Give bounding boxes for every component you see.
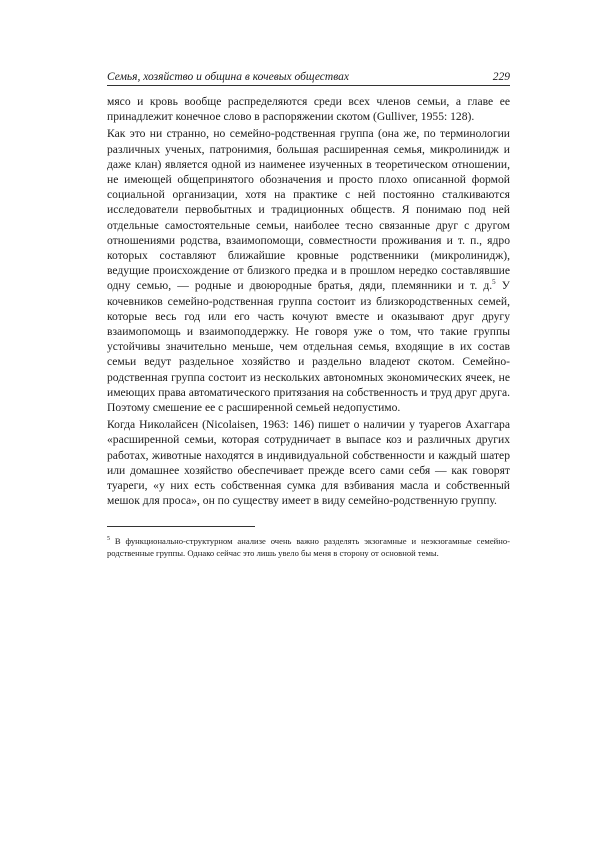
page-number: 229 [492, 71, 510, 83]
page [107, 70, 510, 559]
paragraph-1: мясо и кровь вообще распределяются среди всех членов семьи, а главе ее принадлежит конечное слово в распоряжении скотом (Gulliver, 1955: 128). [107, 95, 510, 124]
footnote [107, 535, 510, 559]
footnote-number: 5 [107, 536, 110, 543]
footnote-reference: 5 [492, 278, 496, 287]
paragraph-2-text-after: У кочевников семейно-родственная группа состоит из близкородственных семей, которые весь год или его часть кочуют вместе и оказывают друг другу взаимопомощь и взаимоподдержку. Не говоря уже о том, что такие группы устойчивы значительно меньше, чем отдельная семья, входящие в их состав семьи ведут раздельное хозяйство и раздельно владеют скотом. Семейно-родственная группа состоит из нескольких автономных экономических ячеек, не имеющих права автоматического притязания на собственность и труд друг друга. Поэтому смешение ее с расширенной семьей недопустимо. [107, 279, 510, 415]
running-header-title: Семья, хозяйство и община в кочевых обществах [107, 71, 349, 83]
paragraph-2-text-before: Как это ни странно, но семейно-родственная группа (она же, по терминологии различных ученых, патронимия, большая расширенная семья, микролинидж и даже клан) является одной из наименее изученных в теоретическом отношении, не имеющей общепринятого обозначения и просто плохо описанной формой социальной организации, хотя на практике с ней постоянно сталкиваются исследователи первобытных и традиционных обществ. Я понимаю под ней отдельные самостоятельные семьи, наиболее тесно связанные друг с другом отношениями родства, взаимопомощи, совместности проживания и т. п., ядро которых составляют ближайшие кровные родственники (микролинидж), ведущие происхождение от близкого предка и в прошлом нередко составлявшие одну семью, — родные и двоюродные братья, дяди, племянники и т. д. [107, 127, 510, 293]
footnote-text: В функционально-структурном анализе очень важно разделять экзогамные и неэкзогамные семейно-родственные группы. Однако сейчас это лишь увело бы меня в сторону от основной темы. [107, 536, 510, 559]
footnote-divider [107, 526, 255, 527]
paragraph-3: Когда Николайсен (Nicolaisen, 1963: 146) пишет о наличии у туарегов Ахаггара «расширенной семьи, которая сотрудничает в выпасе коз и различных других работах, животные находятся в индивидуальной собственности и каждый шатер или домашнее хозяйство обеспечивает прежде всего сами себя — как говорят туареги, «у них есть собственная сумка для взбивания масла и собственный мешок для проса», он по существу имеет в виду семейно-родственную группу. [107, 418, 510, 508]
body-text [107, 94, 510, 508]
paragraph-2 [107, 126, 510, 415]
running-header [107, 70, 510, 86]
